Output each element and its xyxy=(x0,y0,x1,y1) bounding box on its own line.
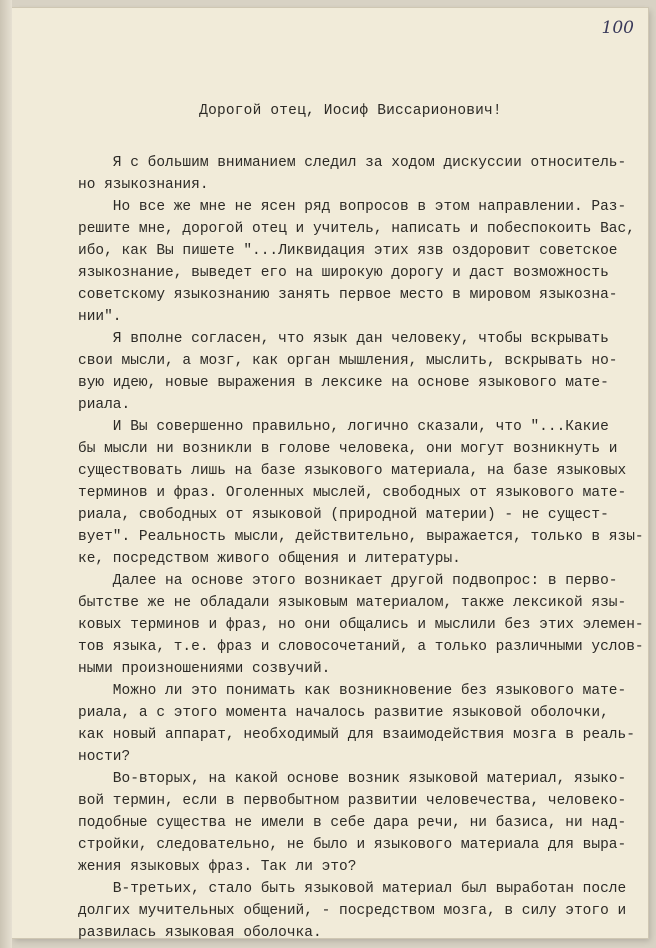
text-line: языкознание, выведет его на широкую дорогу и даст возможность xyxy=(78,265,609,281)
text-line: бы мысли ни возникли в голове человека, они могут возникнуть и xyxy=(78,441,618,457)
text-line: Можно ли это понимать как возникновение без языкового мате- xyxy=(78,683,627,699)
text-line: советскому языкознанию занять первое место в мировом языкозна- xyxy=(78,287,618,303)
text-line: вой термин, если в первобытном развитии человечества, человеко- xyxy=(78,793,627,809)
letter-body xyxy=(78,100,644,944)
text-line: ности? xyxy=(78,749,131,765)
text-line: как новый аппарат, необходимый для взаимодействия мозга в реаль- xyxy=(78,727,635,743)
letter-text xyxy=(78,152,644,944)
text-line: бытстве же не обладали языковым материалом, также лексикой язы- xyxy=(78,595,627,611)
text-line: терминов и фраз. Оголенных мыслей, свободных от языкового мате- xyxy=(78,485,627,501)
text-line: решите мне, дорогой отец и учитель, написать и побеспокоить Вас, xyxy=(78,221,635,237)
text-line: тов языка, т.е. фраз и словосочетаний, а только различными услов- xyxy=(78,639,644,655)
text-line: риала, а с этого момента началось развитие языковой оболочки, xyxy=(78,705,609,721)
salutation-heading: Дорогой отец, Иосиф Виссарионович! xyxy=(199,103,502,119)
text-line: вую идею, новые выражения в лексике на основе языкового мате- xyxy=(78,375,609,391)
text-line: ными произношениями созвучий. xyxy=(78,661,331,677)
text-line: Но все же мне не ясен ряд вопросов в этом направлении. Раз- xyxy=(78,199,627,215)
text-line: Я с большим вниманием следил за ходом дискуссии относитель- xyxy=(78,155,627,171)
text-line: свои мысли, а мозг, как орган мышления, мыслить, вскрывать но- xyxy=(78,353,618,369)
text-line: ковых терминов и фраз, но они общались и мыслили без этих элемен- xyxy=(78,617,644,633)
text-line: Во-вторых, на какой основе возник языковой материал, языко- xyxy=(78,771,627,787)
text-line: вует". Реальность мысли, действительно, выражается, только в язы- xyxy=(78,529,644,545)
text-line: стройки, следовательно, не было и языкового материала для выра- xyxy=(78,837,627,853)
text-line: И Вы совершенно правильно, логично сказали, что "...Какие xyxy=(78,419,609,435)
text-line: Я вполне согласен, что язык дан человеку, чтобы вскрывать xyxy=(78,331,609,347)
text-line: жения языковых фраз. Так ли это? xyxy=(78,859,357,875)
text-line: нии". xyxy=(78,309,122,325)
text-line: риала, свободных от языковой (природной материи) - не сущест- xyxy=(78,507,609,523)
text-line: ибо, как Вы пишете "...Ликвидация этих язв оздоровит советское xyxy=(78,243,618,259)
text-line: ке, посредством живого общения и литературы. xyxy=(78,551,461,567)
text-line: подобные существа не имели в себе дара речи, ни базиса, ни над- xyxy=(78,815,627,831)
text-line: существовать лишь на базе языкового материала, на базе языковых xyxy=(78,463,627,479)
text-line: Далее на основе этого возникает другой подвопрос: в перво- xyxy=(78,573,618,589)
page-number: 100 xyxy=(601,18,634,38)
text-line: но языкознания. xyxy=(78,177,209,193)
text-line: долгих мучительных общений, - посредством мозга, в силу этого и xyxy=(78,903,627,919)
binding-edge xyxy=(0,0,12,948)
text-line: В-третьих, стало быть языковой материал был выработан после xyxy=(78,881,627,897)
text-line: риала. xyxy=(78,397,131,413)
text-line: развилась языковая оболочка. xyxy=(78,925,322,941)
